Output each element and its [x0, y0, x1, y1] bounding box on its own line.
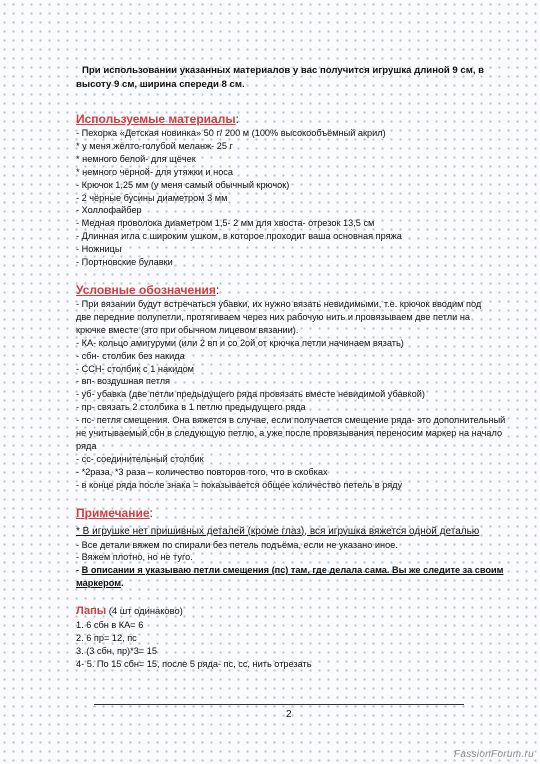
- page-number: 2: [286, 709, 292, 720]
- note-heading-colon: :: [149, 505, 153, 520]
- material-item: * у меня жёлто-голубой меланж- 25 г: [76, 140, 233, 151]
- note-line-3: - Вяжем плотно, но не туго.: [76, 552, 193, 563]
- note-line-4b: маркером: [76, 578, 122, 589]
- note-heading-text: Примечание: [76, 505, 150, 520]
- note-section: [76, 505, 506, 591]
- legend-heading: [76, 282, 506, 298]
- paws-row: 2. 6 пр= 12, пс: [76, 633, 137, 644]
- note-line-5: [76, 577, 506, 590]
- materials-heading: [76, 111, 506, 127]
- legend-item: - При вязании будут встречаться убавки, их нужно вязать невидимыми, т.е. крючок вводим под: [76, 298, 482, 309]
- footer-divider: [94, 704, 464, 705]
- material-item: - Длинная игла с широким ушком, в которое проходит ваша основная пряжа: [76, 231, 402, 242]
- material-item: - Портновские булавки: [76, 257, 173, 268]
- legend-item: - сбн- столбик без накида: [76, 350, 185, 361]
- legend-item: не учитываемый сбн в следующую петлю, а уже после провязывания переносим маркер на начало: [76, 428, 503, 439]
- legend-item: - ССН- столбик с 1 накидом: [76, 363, 194, 374]
- paws-row: 4- 5. По 15 сбн= 15, после 5 ряда- пс, сс, нить отрезать: [76, 658, 312, 669]
- note-line-1: * В игрушке нет пришивных деталей (кроме глаз), вся игрушка вяжется одной деталью: [76, 525, 480, 537]
- legend-heading-colon: :: [215, 282, 220, 297]
- paws-heading-text: Лапы: [76, 605, 107, 618]
- legend-item: ряда: [76, 440, 97, 451]
- paws-row: 3. (3 сбн, пр)*3= 15: [76, 646, 157, 656]
- paws-heading-sub: (4 шт одинаково): [106, 605, 183, 617]
- material-item: * немного чёрной- для утяжки и носа: [76, 166, 234, 177]
- legend-item: - пс- петля смещения. Она вяжется в случае, если получается смещение ряда- это дополнительный: [76, 415, 506, 426]
- legend-item: крючке вместе (это при обычном лицевом вязании).: [76, 324, 299, 335]
- paws-list: [76, 619, 506, 671]
- material-item: - Ножницы: [76, 244, 122, 255]
- paws-section: [76, 603, 506, 671]
- materials-heading-colon: :: [235, 112, 239, 126]
- legend-item: - пр- связать 2 столбика в 1 петлю предыдущего ряда: [76, 402, 306, 413]
- note-line-4a: В описании я указываю петли смещения (пс) там, где делала сама. Вы же следите за своим: [81, 565, 504, 576]
- material-item: - Пехорка «Детская новинка» 50 г/ 200 м (100% высокообъёмный акрил): [76, 128, 386, 138]
- watermark: FassionForum.ru: [453, 749, 534, 760]
- material-item: - 2 чёрные бусины диаметром 3 мм: [76, 192, 228, 203]
- note-heading: [76, 505, 506, 521]
- legend-item: - уб- убавка (две петли предыдущего ряда провязать вместе невидимой убавкой): [76, 389, 425, 400]
- legend-item: - сс- соединительный столбик: [76, 453, 204, 464]
- legend-item: две передние полупетли, протягиваем через них рабочую нить и провязываем две петли на: [76, 311, 471, 322]
- intro-paragraph: [76, 64, 506, 92]
- intro-text: При использовании указанных материалов у вас получится игрушка длиной 9 см, в высоту 9 см, ширина спереди 8 см.: [76, 65, 485, 90]
- note-line-2: - Все детали вяжем по спирали без петель подъёма, если не указано иное.: [76, 539, 398, 550]
- paws-row: 1. 6 сбн в КА= 6: [76, 620, 144, 631]
- paws-heading: [76, 603, 506, 619]
- material-item: - Медная проволока диаметром 1,5- 2 мм для хвоста- отрезок 13,5 см: [76, 218, 375, 229]
- legend-item: - *2раза, *3 раза – количество повторов того, что в скобках: [76, 466, 328, 477]
- legend-list: [76, 298, 506, 492]
- note-line-4b-end: .: [121, 578, 124, 589]
- materials-section: [76, 111, 506, 269]
- legend-item: - вп- воздушная петля: [76, 376, 171, 387]
- document-page: [76, 64, 506, 671]
- legend-heading-text: Условные обозначения: [76, 282, 216, 297]
- material-item: - Холлофайбер: [76, 205, 142, 216]
- legend-item: - КА- кольцо амигуруми (или 2 вп и со 2ой от крючка петли начинаем вязать): [76, 337, 404, 348]
- legend-section: [76, 282, 506, 492]
- material-item: * немного белой- для щёчек: [76, 153, 196, 164]
- note-line-4: [76, 564, 506, 577]
- legend-item: - в конце ряда после знака = показывается общее количество петель в ряду: [76, 479, 403, 490]
- materials-list: [76, 127, 506, 269]
- material-item: - Крючок 1,25 мм (у меня самый обычный крючок): [76, 179, 290, 190]
- materials-heading-text: Используемые материалы: [76, 112, 236, 126]
- note-line-4-prefix: -: [76, 565, 82, 576]
